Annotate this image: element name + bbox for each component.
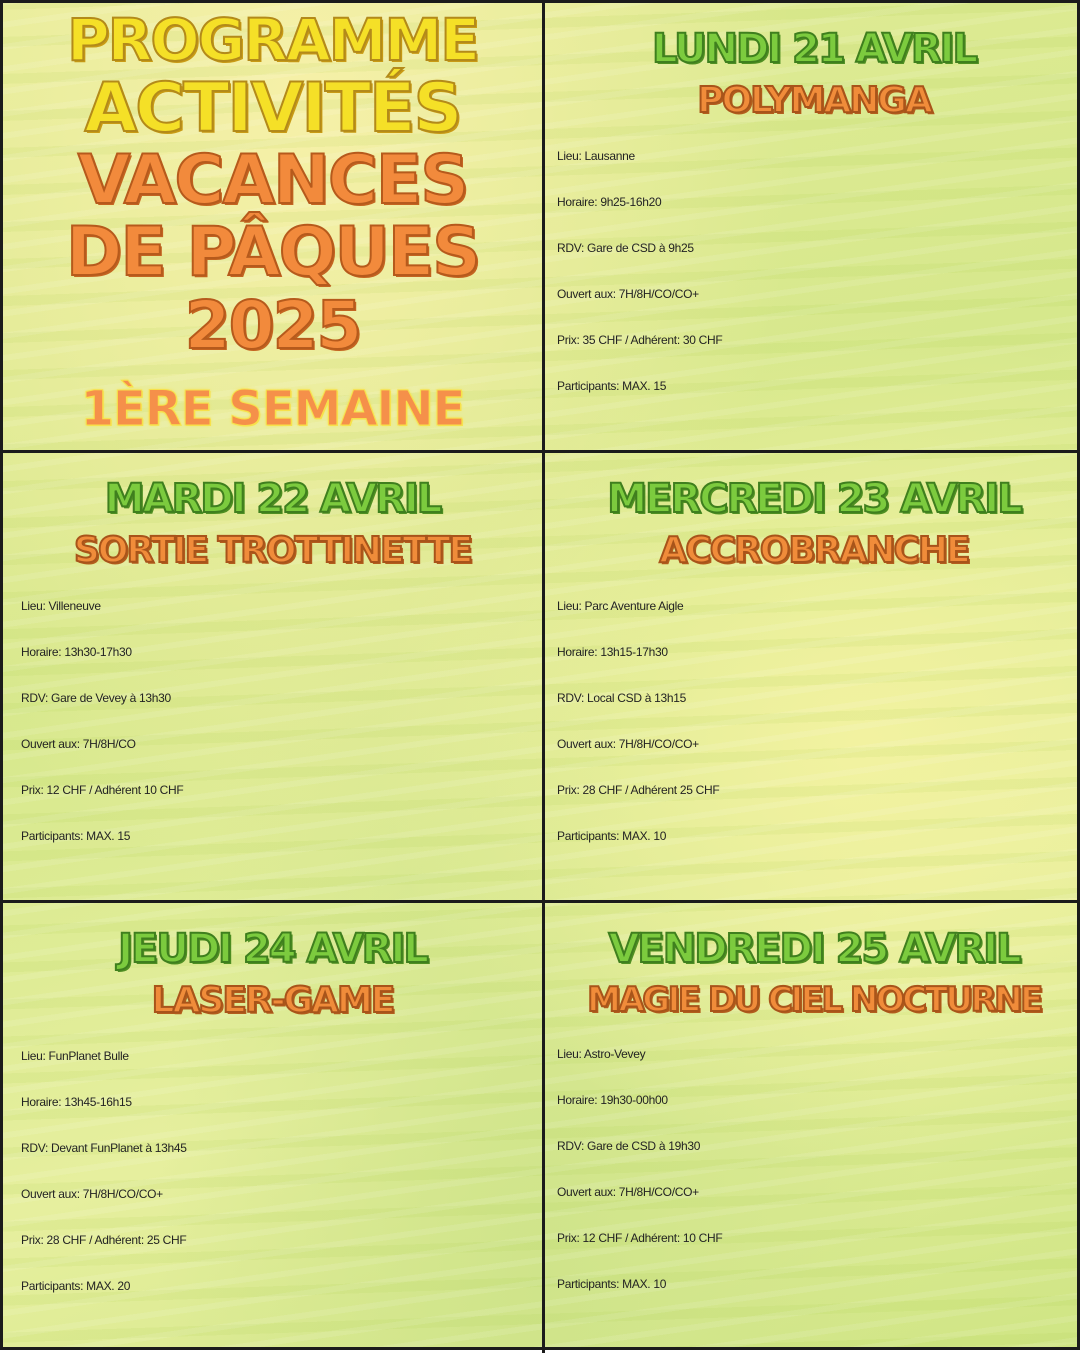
detail-ouvert: Ouvert aux: 7H/8H/CO/CO+: [21, 1187, 163, 1201]
activity-panel-friday: [545, 903, 1080, 1353]
detail-horaire: Horaire: 19h30-00h00: [557, 1093, 668, 1107]
detail-rdv: RDV: Gare de Vevey à 13h30: [21, 691, 171, 705]
title-block: [3, 3, 542, 437]
detail-prix: Prix: 35 CHF / Adhérent: 30 CHF: [557, 333, 723, 347]
day-heading: JEUDI 24 AVRIL: [118, 926, 427, 972]
detail-prix: Prix: 12 CHF / Adhérent: 10 CHF: [557, 1231, 723, 1245]
detail-horaire: Horaire: 13h45-16h15: [21, 1095, 132, 1109]
title-activites: ACTIVITÉS: [84, 69, 461, 148]
detail-ouvert: Ouvert aux: 7H/8H/CO/CO+: [557, 1185, 699, 1199]
detail-ouvert: Ouvert aux: 7H/8H/CO: [21, 737, 136, 751]
detail-participants: Participants: MAX. 10: [557, 1277, 667, 1291]
title-programme: PROGRAMME: [67, 6, 478, 74]
activity-name: MAGIE DU CIEL NOCTURNE: [587, 980, 1041, 1020]
day-heading: MARDI 22 AVRIL: [104, 476, 441, 522]
title-panel: [3, 3, 545, 453]
detail-rdv: RDV: Gare de CSD à 9h25: [557, 241, 694, 255]
detail-lieu: Lieu: Lausanne: [557, 149, 635, 163]
activity-name: POLYMANGA: [697, 80, 931, 121]
activity-panel-tuesday: [3, 453, 545, 903]
activity-name: SORTIE TROTTINETTE: [73, 530, 472, 571]
activity-details: [545, 583, 1080, 859]
activity-panel-thursday: [3, 903, 545, 1353]
activity-name: LASER-GAME: [151, 980, 394, 1021]
detail-horaire: Horaire: 13h15-17h30: [557, 645, 668, 659]
day-heading: VENDREDI 25 AVRIL: [608, 926, 1020, 972]
detail-ouvert: Ouvert aux: 7H/8H/CO/CO+: [557, 737, 699, 751]
detail-horaire: Horaire: 13h30-17h30: [21, 645, 132, 659]
detail-participants: Participants: MAX. 10: [557, 829, 667, 843]
activity-name: ACCROBRANCHE: [659, 530, 969, 571]
detail-participants: Participants: MAX. 15: [557, 379, 667, 393]
detail-lieu: Lieu: Astro-Vevey: [557, 1047, 646, 1061]
activity-panel-monday: [545, 3, 1080, 453]
detail-ouvert: Ouvert aux: 7H/8H/CO/CO+: [557, 287, 699, 301]
title-year: 2025: [184, 287, 361, 364]
activity-details: [3, 583, 542, 859]
activity-details: [545, 133, 1080, 409]
detail-participants: Participants: MAX. 15: [21, 829, 131, 843]
detail-prix: Prix: 28 CHF / Adhérent: 25 CHF: [21, 1233, 187, 1247]
title-de-paques: DE PÂQUES: [65, 213, 480, 292]
detail-rdv: RDV: Devant FunPlanet à 13h45: [21, 1141, 187, 1155]
title-vacances: VACANCES: [77, 141, 468, 220]
detail-horaire: Horaire: 9h25-16h20: [557, 195, 662, 209]
day-heading: MERCREDI 23 AVRIL: [607, 476, 1021, 522]
week-label: 1ÈRE SEMAINE: [80, 381, 465, 437]
detail-lieu: Lieu: FunPlanet Bulle: [21, 1049, 129, 1063]
activity-panel-wednesday: [545, 453, 1080, 903]
detail-prix: Prix: 28 CHF / Adhérent 25 CHF: [557, 783, 720, 797]
detail-lieu: Lieu: Parc Aventure Aigle: [557, 599, 684, 613]
detail-rdv: RDV: Gare de CSD à 19h30: [557, 1139, 701, 1153]
activity-details: [545, 1031, 1080, 1307]
activity-details: [3, 1033, 542, 1309]
day-heading: LUNDI 21 AVRIL: [652, 26, 976, 72]
detail-rdv: RDV: Local CSD à 13h15: [557, 691, 687, 705]
detail-participants: Participants: MAX. 20: [21, 1279, 131, 1293]
detail-prix: Prix: 12 CHF / Adhérent 10 CHF: [21, 783, 184, 797]
detail-lieu: Lieu: Villeneuve: [21, 599, 101, 613]
